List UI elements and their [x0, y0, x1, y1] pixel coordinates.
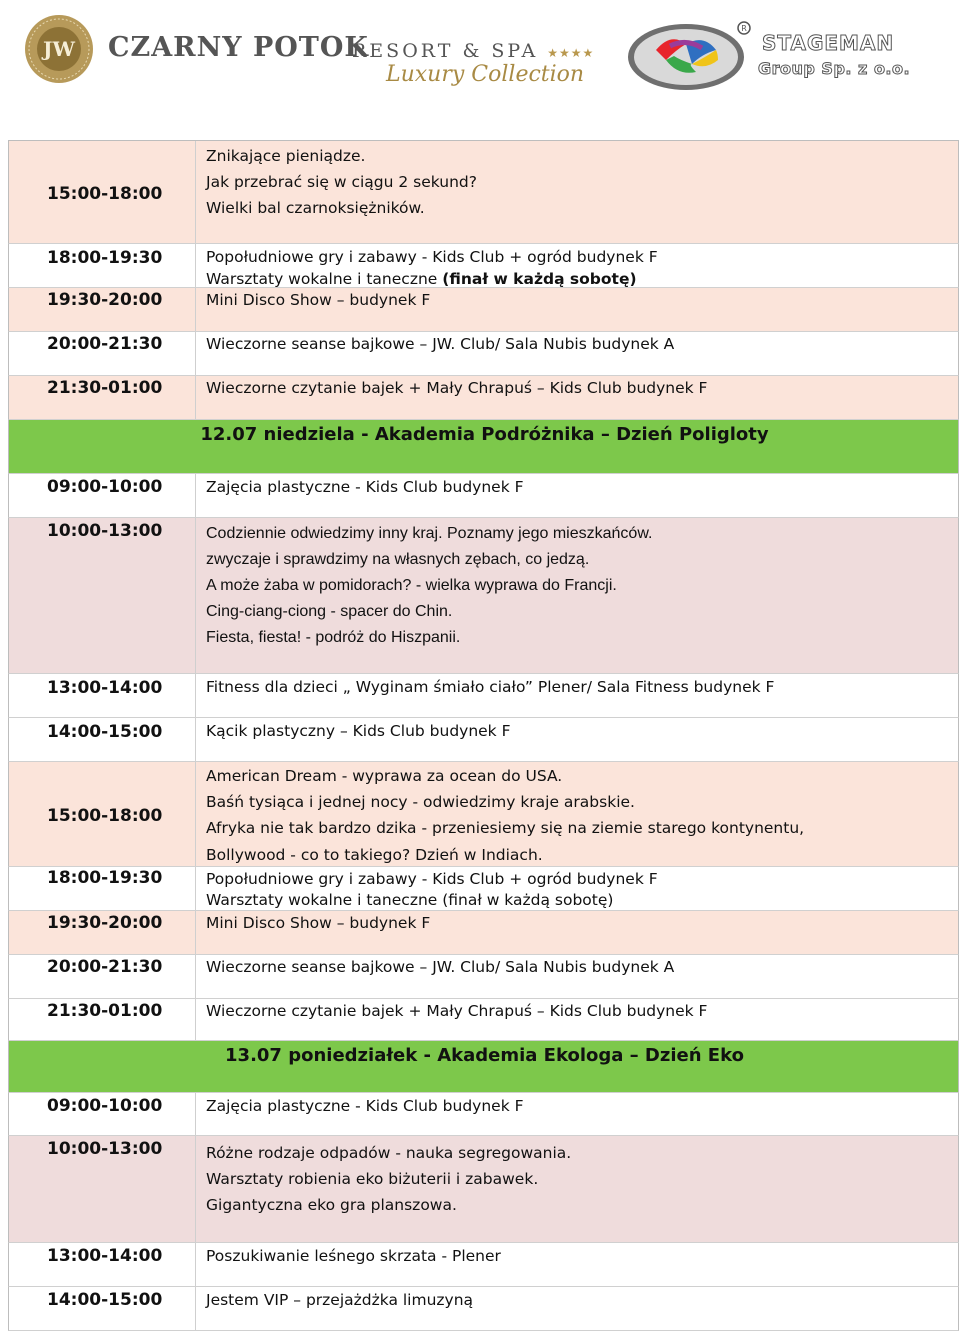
- activity-line: Warsztaty wokalne i taneczne (finał w każdą sobotę): [206, 891, 614, 909]
- activity-line: Gigantyczna eko gra planszowa.: [206, 1196, 457, 1214]
- activity-line: Bollywood - co to takiego? Dzień w Indiach.: [206, 846, 543, 864]
- table-row: [8, 955, 959, 999]
- activity-line: Baśń tysiąca i jednej nocy - odwiedzimy kraje arabskie.: [206, 793, 635, 811]
- activity-line: Jestem VIP – przejażdżka limuzyną: [206, 1291, 474, 1309]
- activity-line: A może żaba w pomidorach? - wielka wyprawa do Francji.: [206, 577, 617, 594]
- time-slot: 21:30-01:00: [47, 378, 163, 398]
- time-slot: 09:00-10:00: [47, 477, 163, 497]
- column-divider: [195, 376, 196, 419]
- activity-line: Kącik plastyczny – Kids Club budynek F: [206, 722, 511, 740]
- time-slot: 10:00-13:00: [47, 1139, 163, 1159]
- table-row: [8, 762, 959, 867]
- activity-line: American Dream - wyprawa za ocean do USA.: [206, 767, 563, 785]
- table-row: [8, 518, 959, 674]
- column-divider: [195, 674, 196, 717]
- column-divider: [195, 288, 196, 331]
- activity-line: Poszukiwanie leśnego skrzata - Plener: [206, 1247, 501, 1265]
- brand-stars: ★★★★: [547, 46, 595, 60]
- activity-line: Wieczorne czytanie bajek + Mały Chrapuś – Kids Club budynek F: [206, 1002, 708, 1020]
- activity-line: Fiesta, fiesta! - podróż do Hiszpanii.: [206, 629, 461, 646]
- activity-line: Wieczorne seanse bajkowe – JW. Club/ Sala Nubis budynek A: [206, 958, 675, 976]
- brand-luxury-text: Luxury Collection: [386, 62, 585, 87]
- time-slot: 20:00-21:30: [47, 957, 163, 977]
- activity-line: Zajęcia plastyczne - Kids Club budynek F: [206, 478, 524, 496]
- table-row: [8, 867, 959, 911]
- brand-resort-text: [352, 40, 594, 62]
- table-row: [8, 1287, 959, 1331]
- column-divider: [195, 1093, 196, 1135]
- table-row: [8, 140, 959, 244]
- activity-line: Różne rodzaje odpadów - nauka segregowania.: [206, 1144, 572, 1162]
- table-row: [8, 474, 959, 518]
- time-slot: 19:30-20:00: [47, 290, 163, 310]
- column-divider: [195, 474, 196, 517]
- day-title: 13.07 poniedziałek - Akademia Ekologa – Dzień Eko: [225, 1045, 744, 1066]
- activity-line: Cing-ciang-ciong - spacer do Chin.: [206, 603, 453, 620]
- time-slot: 15:00-18:00: [47, 806, 163, 826]
- time-slot: 18:00-19:30: [47, 248, 163, 268]
- activity-line: Warsztaty robienia eko biżuterii i zabawek.: [206, 1170, 539, 1188]
- table-row: [8, 1093, 959, 1136]
- table-row: [8, 288, 959, 332]
- column-divider: [195, 762, 196, 866]
- column-divider: [195, 911, 196, 954]
- stageman-logo-icon: [626, 20, 752, 92]
- table-row: [8, 1243, 959, 1287]
- column-divider: [195, 332, 196, 375]
- stageman-subtitle: Group Sp. z o.o.: [758, 59, 911, 78]
- column-divider: [195, 1243, 196, 1286]
- table-row: [8, 911, 959, 955]
- column-divider: [195, 1287, 196, 1330]
- column-divider: [195, 141, 196, 243]
- time-slot: 14:00-15:00: [47, 722, 163, 742]
- table-row: [8, 999, 959, 1041]
- brand-main-text: CZARNY POTOK: [108, 32, 369, 63]
- table-row: [8, 332, 959, 376]
- table-row: [8, 1136, 959, 1243]
- activity-line: Wieczorne czytanie bajek + Mały Chrapuś – Kids Club budynek F: [206, 379, 708, 397]
- activity-line: Fitness dla dzieci „ Wyginam śmiało ciało” Plener/ Sala Fitness budynek F: [206, 678, 775, 696]
- table-row: [8, 674, 959, 718]
- activity-line: Mini Disco Show – budynek F: [206, 914, 431, 932]
- seal-text: JW: [43, 37, 75, 61]
- page-header: [0, 0, 960, 140]
- time-slot: 14:00-15:00: [47, 1290, 163, 1310]
- column-divider: [195, 518, 196, 673]
- time-slot: 20:00-21:30: [47, 334, 163, 354]
- day-header-row: [8, 420, 959, 474]
- time-slot: 13:00-14:00: [47, 678, 163, 698]
- brand-resort-label: RESORT & SPA: [352, 40, 539, 62]
- time-slot: 19:30-20:00: [47, 913, 163, 933]
- jw-hotels-seal-logo: [24, 14, 94, 84]
- activity-line: Afryka nie tak bardzo dzika - przeniesiemy się na ziemie starego kontynentu,: [206, 819, 805, 837]
- activity-line: Codziennie odwiedzimy inny kraj. Poznamy jego mieszkańców.: [206, 525, 653, 542]
- table-row: [8, 718, 959, 762]
- activity-note: (finał w każdą sobotę): [442, 270, 637, 288]
- schedule-table: [8, 140, 959, 1331]
- table-row: [8, 244, 959, 288]
- column-divider: [195, 718, 196, 761]
- column-divider: [195, 1136, 196, 1242]
- time-slot: 13:00-14:00: [47, 1246, 163, 1266]
- column-divider: [195, 999, 196, 1040]
- activity-line: zwyczaje i sprawdzimy na własnych zębach, co jedzą.: [206, 551, 590, 568]
- activity-line: Mini Disco Show – budynek F: [206, 291, 431, 309]
- svg-text:R: R: [741, 24, 747, 33]
- day-header-row: [8, 1041, 959, 1093]
- stageman-name: STAGEMAN: [762, 31, 895, 55]
- activity-line: Jak przebrać się w ciągu 2 sekund?: [206, 173, 477, 191]
- time-slot: 21:30-01:00: [47, 1001, 163, 1021]
- column-divider: [195, 955, 196, 998]
- activity-line: Popołudniowe gry i zabawy - Kids Club + ogród budynek F: [206, 870, 658, 888]
- activity-line: Zajęcia plastyczne - Kids Club budynek F: [206, 1097, 524, 1115]
- table-row: [8, 376, 959, 420]
- time-slot: 15:00-18:00: [47, 184, 163, 204]
- activity-line: Popołudniowe gry i zabawy - Kids Club + ogród budynek F: [206, 248, 658, 266]
- activity-text: Warsztaty wokalne i taneczne: [206, 270, 443, 288]
- time-slot: 18:00-19:30: [47, 868, 163, 888]
- column-divider: [195, 867, 196, 910]
- activity-line: Wielki bal czarnoksiężników.: [206, 199, 425, 217]
- activity-line: Znikające pieniądze.: [206, 147, 366, 165]
- time-slot: 10:00-13:00: [47, 521, 163, 541]
- time-slot: 09:00-10:00: [47, 1096, 163, 1116]
- activity-line: Wieczorne seanse bajkowe – JW. Club/ Sala Nubis budynek A: [206, 335, 675, 353]
- resort-brand: [108, 32, 595, 87]
- column-divider: [195, 244, 196, 287]
- day-title: 12.07 niedziela - Akademia Podróżnika – Dzień Poligloty: [200, 424, 769, 445]
